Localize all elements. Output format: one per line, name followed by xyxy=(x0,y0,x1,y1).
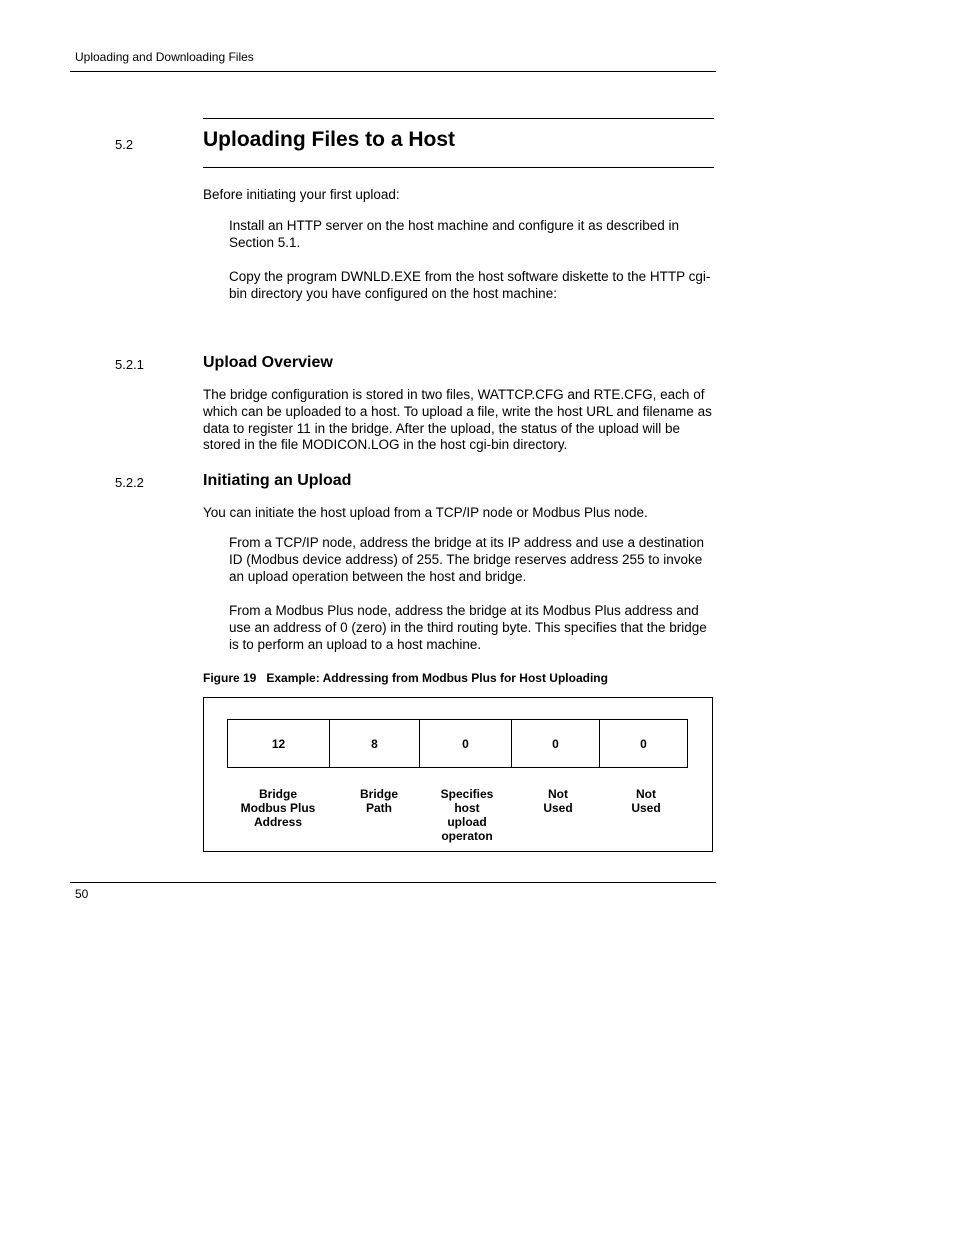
section-top-rule xyxy=(203,118,714,119)
section-intro: Before initiating your first upload: xyxy=(203,187,400,202)
section-bottom-rule xyxy=(203,167,714,168)
figure-number: Figure 19 xyxy=(203,671,257,685)
running-header: Uploading and Downloading Files xyxy=(75,50,254,64)
routing-bytes xyxy=(227,719,688,768)
subsection-title: Upload Overview xyxy=(203,354,333,371)
section-number: 5.2 xyxy=(115,137,134,152)
figure-caption xyxy=(203,671,608,685)
routing-byte-label: Specifies host upload operaton xyxy=(440,787,494,843)
subsection-number: 5.2.2 xyxy=(115,475,144,490)
initiating-intro: You can initiate the host upload from a TCP/IP node or Modbus Plus node. xyxy=(203,505,648,520)
routing-byte-label: Not Used xyxy=(631,787,661,815)
step-2: Copy the program DWNLD.EXE from the host software diskette to the HTTP cgi-bin directory you have configured on the host machine: xyxy=(229,269,711,301)
header-rule xyxy=(70,71,716,72)
routing-byte-label: Not Used xyxy=(543,787,573,815)
figure-caption-text: Example: Addressing from Modbus Plus for Host Uploading xyxy=(266,671,608,685)
routing-diagram xyxy=(203,697,713,852)
routing-byte-cell: 12 xyxy=(228,720,330,767)
page-number: 50 xyxy=(75,887,89,901)
routing-byte-cell: 0 xyxy=(640,736,647,751)
footer-rule xyxy=(70,882,716,883)
section-title: Uploading Files to a Host xyxy=(203,128,456,151)
overview-paragraph: The bridge configuration is stored in two files, WATTCP.CFG and RTE.CFG, each of which can be uploaded to a host. To upload a file, write the host URL and filename as data to register 11 in the bridge. After the upload, the status of the upload will be stored in the file MODICON.LOG in the host cgi-bin directory. xyxy=(203,387,712,453)
routing-byte-cell: 0 xyxy=(512,720,600,767)
step-1: Install an HTTP server on the host machine and configure it as described in Section 5.1. xyxy=(229,218,679,250)
routing-byte-label: Bridge Path xyxy=(359,787,398,815)
routing-byte-cell: 8 xyxy=(330,720,420,767)
subsection-number: 5.2.1 xyxy=(115,357,144,372)
initiating-item-2: From a Modbus Plus node, address the bridge at its Modbus Plus address and use an address of 0 (zero) in the third routing byte. This specifies that the bridge is to perform an upload to a host machine. xyxy=(229,603,707,652)
subsection-title: Initiating an Upload xyxy=(203,472,352,489)
routing-byte-label: Bridge Modbus Plus Address xyxy=(240,787,316,829)
initiating-item-1: From a TCP/IP node, address the bridge at its IP address and use a destination ID (Modbus device address) of 255. The bridge reserves address 255 to invoke an upload operation between the host and bridge. xyxy=(229,535,705,584)
routing-byte-cell: 0 xyxy=(420,720,512,767)
